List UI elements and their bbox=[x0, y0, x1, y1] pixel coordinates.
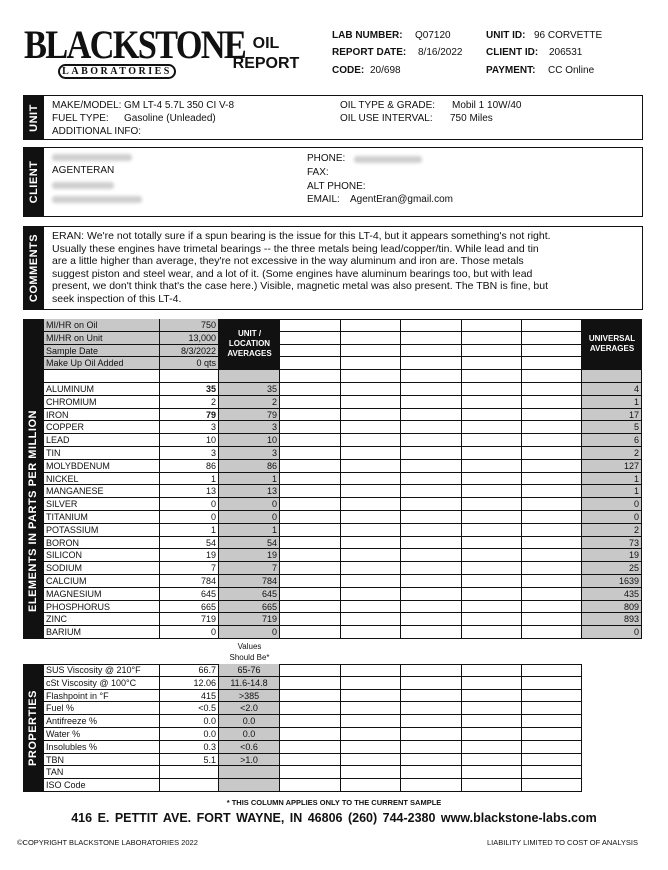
fuel-type-value: Gasoline (Unleaded) bbox=[124, 113, 216, 124]
empty-cell bbox=[341, 702, 401, 715]
property-should-be: >385 bbox=[219, 690, 280, 703]
element-universal-average: 2 bbox=[582, 447, 642, 460]
empty-cell bbox=[341, 664, 401, 677]
empty-cell bbox=[280, 728, 341, 741]
property-value: <0.5 bbox=[160, 702, 219, 715]
element-name: NICKEL bbox=[44, 473, 160, 486]
element-value: 0 bbox=[160, 511, 219, 524]
element-universal-average: 0 bbox=[582, 626, 642, 639]
property-should-be: 0.0 bbox=[219, 715, 280, 728]
element-value: 2 bbox=[160, 396, 219, 409]
make-model-value: GM LT-4 5.7L 350 CI V-8 bbox=[124, 100, 235, 111]
empty-cell bbox=[401, 677, 462, 690]
empty-cell bbox=[341, 779, 401, 792]
element-name: COPPER bbox=[44, 421, 160, 434]
element-value: 719 bbox=[160, 613, 219, 626]
property-should-be: 0.0 bbox=[219, 728, 280, 741]
property-should-be bbox=[219, 766, 280, 779]
code-value: 20/698 bbox=[370, 65, 401, 76]
element-unit-average: 10 bbox=[219, 434, 280, 447]
element-name: TITANIUM bbox=[44, 511, 160, 524]
unit-id-label: UNIT ID: bbox=[486, 30, 526, 41]
oil-use-label: OIL USE INTERVAL: bbox=[340, 113, 433, 124]
element-name: CHROMIUM bbox=[44, 396, 160, 409]
phone-label: PHONE: bbox=[307, 153, 346, 164]
element-name: MOLYBDENUM bbox=[44, 460, 160, 473]
element-universal-average: 1 bbox=[582, 473, 642, 486]
empty-cell bbox=[522, 715, 582, 728]
empty-cell bbox=[280, 779, 341, 792]
email-label: EMAIL: bbox=[307, 194, 340, 205]
empty-cell bbox=[522, 677, 582, 690]
element-universal-average: 127 bbox=[582, 460, 642, 473]
element-value: 3 bbox=[160, 447, 219, 460]
report-date-label: REPORT DATE: bbox=[332, 47, 407, 58]
logo-wordmark: BLACKSTONE bbox=[24, 22, 246, 67]
element-universal-average: 2 bbox=[582, 524, 642, 537]
element-name: ZINC bbox=[44, 613, 160, 626]
empty-cell bbox=[522, 728, 582, 741]
element-value: 665 bbox=[160, 601, 219, 614]
empty-cell bbox=[280, 702, 341, 715]
report-title-line2: REPORT bbox=[232, 55, 300, 72]
element-universal-average: 809 bbox=[582, 601, 642, 614]
empty-cell bbox=[462, 754, 522, 767]
element-universal-average: 1 bbox=[582, 485, 642, 498]
property-value bbox=[160, 779, 219, 792]
element-unit-average: 3 bbox=[219, 447, 280, 460]
element-value: 13 bbox=[160, 485, 219, 498]
lab-number-value: Q07120 bbox=[415, 30, 451, 41]
element-universal-average: 0 bbox=[582, 511, 642, 524]
element-universal-average: 893 bbox=[582, 613, 642, 626]
empty-cell bbox=[462, 779, 522, 792]
empty-cell bbox=[522, 741, 582, 754]
empty-cell bbox=[280, 664, 341, 677]
element-name: CALCIUM bbox=[44, 575, 160, 588]
element-name: BORON bbox=[44, 537, 160, 550]
info-row-value: 8/3/2022 bbox=[160, 345, 219, 358]
payment-value: CC Online bbox=[548, 65, 595, 76]
element-value: 54 bbox=[160, 537, 219, 550]
element-name: ALUMINUM bbox=[44, 383, 160, 396]
element-value: 784 bbox=[160, 575, 219, 588]
property-name: Fuel % bbox=[44, 702, 160, 715]
property-value: 5.1 bbox=[160, 754, 219, 767]
property-value: 415 bbox=[160, 690, 219, 703]
fuel-type-label: FUEL TYPE: bbox=[52, 113, 109, 124]
property-name: Antifreeze % bbox=[44, 715, 160, 728]
element-name: SILICON bbox=[44, 549, 160, 562]
empty-cell bbox=[341, 766, 401, 779]
element-unit-average: 0 bbox=[219, 626, 280, 639]
empty-cell bbox=[401, 702, 462, 715]
element-unit-average: 665 bbox=[219, 601, 280, 614]
property-should-be: <0.6 bbox=[219, 741, 280, 754]
element-unit-average: 13 bbox=[219, 485, 280, 498]
payment-label: PAYMENT: bbox=[486, 65, 536, 76]
element-universal-average: 25 bbox=[582, 562, 642, 575]
element-unit-average: 2 bbox=[219, 396, 280, 409]
report-title-line1: OIL bbox=[252, 35, 280, 52]
property-name: Water % bbox=[44, 728, 160, 741]
property-should-be: 65-76 bbox=[219, 664, 280, 677]
element-unit-average: 645 bbox=[219, 588, 280, 601]
empty-cell bbox=[462, 741, 522, 754]
element-value: 0 bbox=[160, 498, 219, 511]
comments-text: ERAN: We're not totally sure if a spun bearing is the issue for this LT-4, but it appears something's not right. Usually these engines have trimetal bearings -- the three metals being lead/copper/tin. While lead and tin are a little higher than average, they're not excessive in the way aluminum and iron are. Those metals suggest piston and steel wear, and a lot of it. (Some engines have aluminum bearings too, but with lead present, we don't think that's the case here.) Visible, magnetic metal was also present. The TBN is fine, but seek inspection of this LT-4. bbox=[52, 230, 551, 305]
empty-cell bbox=[280, 690, 341, 703]
info-row-label: Make Up Oil Added bbox=[44, 357, 160, 370]
empty-cell bbox=[341, 754, 401, 767]
empty-cell bbox=[522, 754, 582, 767]
element-name: TIN bbox=[44, 447, 160, 460]
element-value: 35 bbox=[160, 383, 219, 396]
empty-cell bbox=[462, 677, 522, 690]
property-should-be: 11.6-14.8 bbox=[219, 677, 280, 690]
info-row-label: MI/HR on Unit bbox=[44, 332, 160, 345]
oil-type-value: Mobil 1 10W/40 bbox=[452, 100, 522, 111]
info-row-label: MI/HR on Oil bbox=[44, 319, 160, 332]
property-name: TBN bbox=[44, 754, 160, 767]
empty-cell bbox=[401, 741, 462, 754]
properties-side-label: PROPERTIES bbox=[27, 690, 39, 766]
property-value bbox=[160, 766, 219, 779]
empty-cell bbox=[341, 677, 401, 690]
element-universal-average: 6 bbox=[582, 434, 642, 447]
element-universal-average: 19 bbox=[582, 549, 642, 562]
empty-cell bbox=[341, 715, 401, 728]
empty-cell bbox=[401, 664, 462, 677]
empty-cell bbox=[462, 664, 522, 677]
unit-side-label: UNIT bbox=[24, 96, 44, 139]
property-name: cSt Viscosity @ 100°C bbox=[44, 677, 160, 690]
empty-cell bbox=[462, 715, 522, 728]
element-value: 0 bbox=[160, 626, 219, 639]
elements-side-label: ELEMENTS IN PARTS PER MILLION bbox=[27, 410, 39, 612]
property-should-be: >1.0 bbox=[219, 754, 280, 767]
element-value: 645 bbox=[160, 588, 219, 601]
property-name: TAN bbox=[44, 766, 160, 779]
client-name: AGENTERAN bbox=[52, 165, 115, 176]
empty-cell bbox=[280, 677, 341, 690]
property-value: 0.0 bbox=[160, 728, 219, 741]
element-value: 79 bbox=[160, 409, 219, 422]
element-unit-average: 1 bbox=[219, 473, 280, 486]
empty-cell bbox=[280, 741, 341, 754]
comments-side-label: COMMENTS bbox=[24, 227, 44, 309]
oil-type-label: OIL TYPE & GRADE: bbox=[340, 100, 436, 111]
element-unit-average: 35 bbox=[219, 383, 280, 396]
empty-cell bbox=[462, 690, 522, 703]
empty-cell bbox=[462, 728, 522, 741]
property-value: 0.0 bbox=[160, 715, 219, 728]
element-universal-average: 0 bbox=[582, 498, 642, 511]
client-id-value: 206531 bbox=[549, 47, 583, 58]
element-name: BARIUM bbox=[44, 626, 160, 639]
universal-averages-header: UNIVERSAL AVERAGES bbox=[582, 319, 642, 370]
property-value: 0.3 bbox=[160, 741, 219, 754]
oil-use-value: 750 Miles bbox=[450, 113, 493, 124]
element-value: 7 bbox=[160, 562, 219, 575]
empty-cell bbox=[522, 664, 582, 677]
empty-cell bbox=[280, 754, 341, 767]
property-should-be bbox=[219, 779, 280, 792]
empty-cell bbox=[522, 766, 582, 779]
element-value: 1 bbox=[160, 524, 219, 537]
footer-note: * THIS COLUMN APPLIES ONLY TO THE CURRENT SAMPLE bbox=[226, 798, 442, 807]
element-value: 10 bbox=[160, 434, 219, 447]
info-row-label: Sample Date bbox=[44, 345, 160, 358]
empty-cell bbox=[522, 690, 582, 703]
element-unit-average: 0 bbox=[219, 498, 280, 511]
empty-cell bbox=[462, 766, 522, 779]
element-value: 1 bbox=[160, 473, 219, 486]
empty-cell bbox=[341, 741, 401, 754]
element-unit-average: 3 bbox=[219, 421, 280, 434]
client-id-label: CLIENT ID: bbox=[486, 47, 539, 58]
property-name: Insolubles % bbox=[44, 741, 160, 754]
element-unit-average: 86 bbox=[219, 460, 280, 473]
empty-cell bbox=[401, 766, 462, 779]
element-universal-average: 435 bbox=[582, 588, 642, 601]
element-name: PHOSPHORUS bbox=[44, 601, 160, 614]
client-side-label: CLIENT bbox=[24, 148, 44, 216]
element-name: POTASSIUM bbox=[44, 524, 160, 537]
fax-label: FAX: bbox=[307, 167, 329, 178]
empty-cell bbox=[522, 779, 582, 792]
empty-cell bbox=[522, 702, 582, 715]
empty-cell bbox=[462, 702, 522, 715]
element-name: IRON bbox=[44, 409, 160, 422]
element-name: SILVER bbox=[44, 498, 160, 511]
element-name: MAGNESIUM bbox=[44, 588, 160, 601]
element-name: LEAD bbox=[44, 434, 160, 447]
property-name: Flashpoint in °F bbox=[44, 690, 160, 703]
element-unit-average: 1 bbox=[219, 524, 280, 537]
empty-cell bbox=[341, 690, 401, 703]
element-universal-average: 5 bbox=[582, 421, 642, 434]
values-header-line2: Should Be* bbox=[229, 653, 270, 662]
element-unit-average: 0 bbox=[219, 511, 280, 524]
liability-note: LIABILITY LIMITED TO COST OF ANALYSIS bbox=[487, 838, 639, 847]
empty-cell bbox=[401, 779, 462, 792]
unit-id-value: 96 CORVETTE bbox=[534, 30, 603, 41]
empty-cell bbox=[280, 715, 341, 728]
element-name: SODIUM bbox=[44, 562, 160, 575]
copyright: ©COPYRIGHT BLACKSTONE LABORATORIES 2022 bbox=[17, 838, 198, 847]
property-name: SUS Viscosity @ 210°F bbox=[44, 664, 160, 677]
unit-averages-header: UNIT / LOCATION AVERAGES bbox=[219, 319, 280, 370]
element-unit-average: 784 bbox=[219, 575, 280, 588]
element-value: 19 bbox=[160, 549, 219, 562]
element-unit-average: 19 bbox=[219, 549, 280, 562]
element-universal-average: 17 bbox=[582, 409, 642, 422]
info-row-value: 0 qts bbox=[160, 357, 219, 370]
property-name: ISO Code bbox=[44, 779, 160, 792]
values-header-line1: Values bbox=[237, 642, 262, 651]
info-row-value: 13,000 bbox=[160, 332, 219, 345]
element-universal-average: 4 bbox=[582, 383, 642, 396]
element-unit-average: 54 bbox=[219, 537, 280, 550]
property-value: 12.06 bbox=[160, 677, 219, 690]
additional-info-label: ADDITIONAL INFO: bbox=[52, 126, 142, 137]
element-unit-average: 719 bbox=[219, 613, 280, 626]
lab-address: 416 E. PETTIT AVE. FORT WAYNE, IN 46806 (260) 744-2380 www.blackstone-labs.com bbox=[71, 811, 597, 825]
element-name: MANGANESE bbox=[44, 485, 160, 498]
info-row-value: 750 bbox=[160, 319, 219, 332]
empty-cell bbox=[401, 690, 462, 703]
logo-subtitle: LABORATORIES bbox=[58, 64, 176, 79]
element-universal-average: 1639 bbox=[582, 575, 642, 588]
empty-cell bbox=[401, 728, 462, 741]
element-unit-average: 7 bbox=[219, 562, 280, 575]
report-date-value: 8/16/2022 bbox=[418, 47, 463, 58]
email-value: AgentEran@gmail.com bbox=[350, 194, 453, 205]
lab-number-label: LAB NUMBER: bbox=[332, 30, 403, 41]
element-universal-average: 73 bbox=[582, 537, 642, 550]
empty-cell bbox=[341, 728, 401, 741]
empty-cell bbox=[280, 766, 341, 779]
make-model-label: MAKE/MODEL: bbox=[52, 100, 122, 111]
empty-cell bbox=[401, 715, 462, 728]
code-label: CODE: bbox=[332, 65, 365, 76]
empty-cell bbox=[401, 754, 462, 767]
alt-phone-label: ALT PHONE: bbox=[307, 181, 366, 192]
property-should-be: <2.0 bbox=[219, 702, 280, 715]
element-value: 3 bbox=[160, 421, 219, 434]
element-unit-average: 79 bbox=[219, 409, 280, 422]
property-value: 66.7 bbox=[160, 664, 219, 677]
element-value: 86 bbox=[160, 460, 219, 473]
element-universal-average: 1 bbox=[582, 396, 642, 409]
